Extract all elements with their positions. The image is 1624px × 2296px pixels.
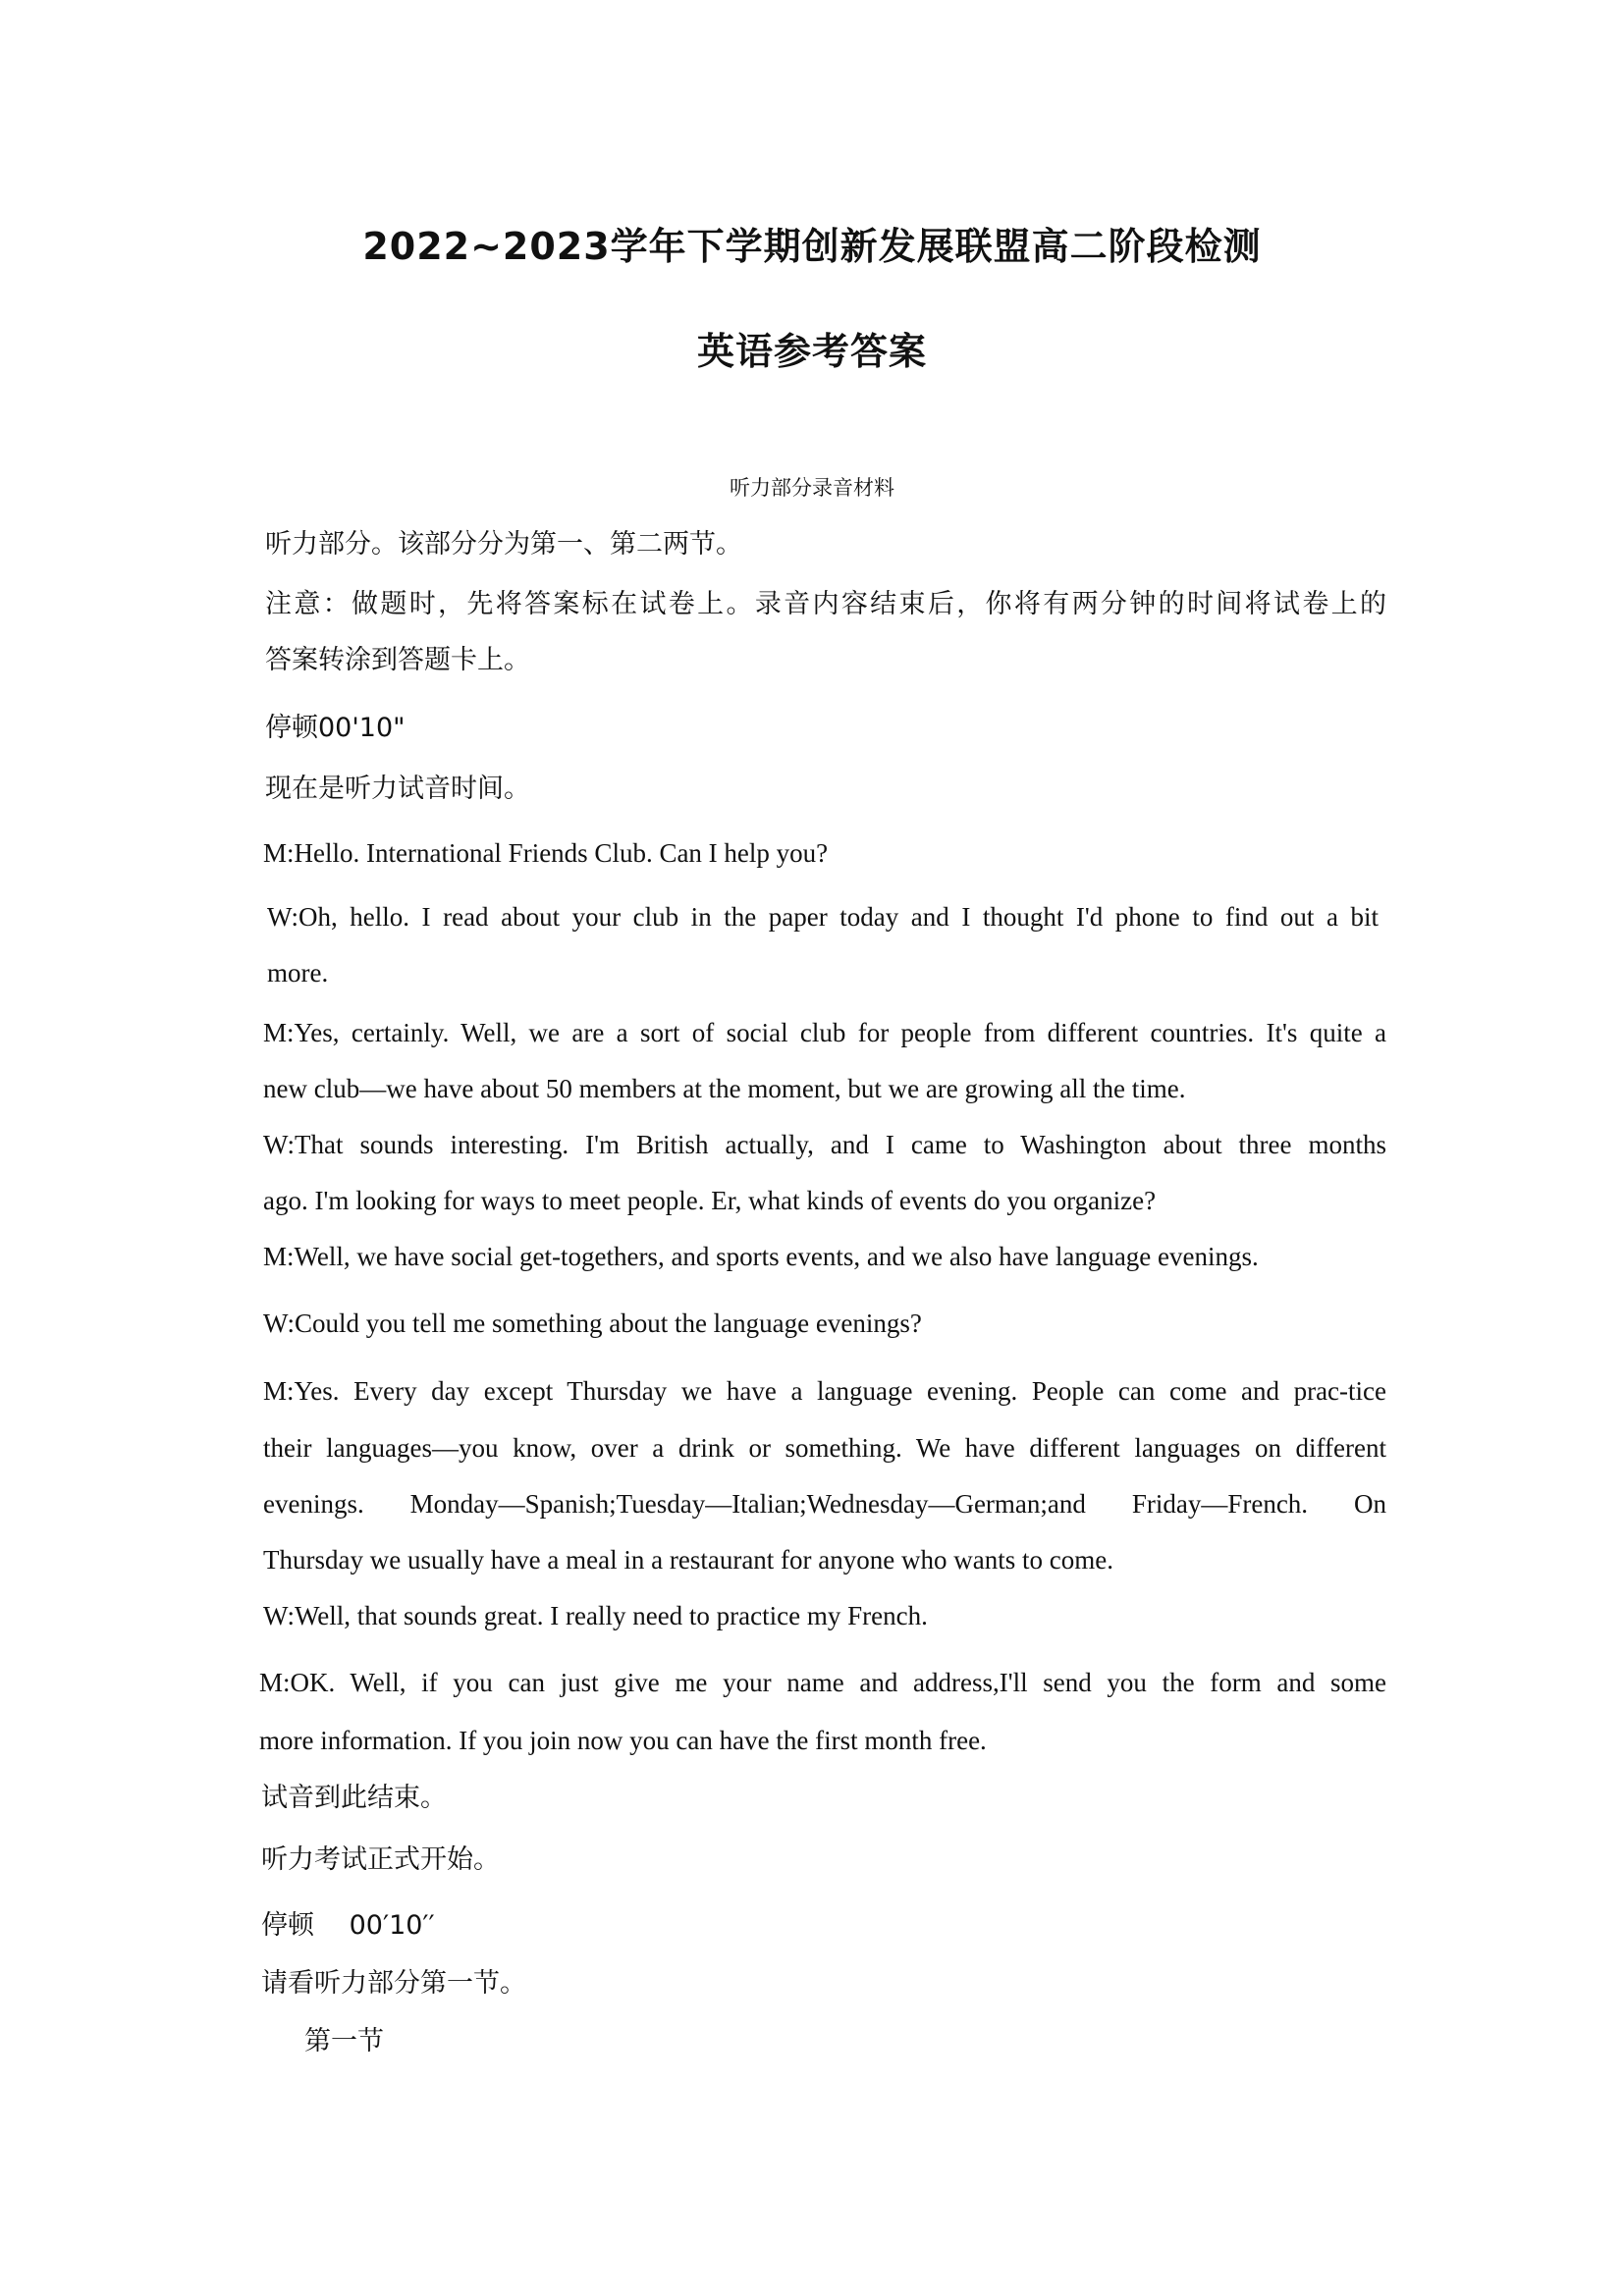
dialogue-line: evenings. Monday—Spanish;Tuesday—Italian;Wednesday—German;and Friday—French. On — [263, 1489, 1386, 1519]
section-heading: 听力部分录音材料 — [730, 476, 894, 500]
text-line: 听力考试正式开始。 — [261, 1844, 500, 1875]
dialogue-line: their languages—you know, over a drink or something. We have different languages on different — [263, 1433, 1386, 1463]
dialogue-line: M:Well, we have social get-togethers, and sports events, and we also have language evenings. — [263, 1242, 1259, 1271]
section-label: 第一节 — [304, 2026, 384, 2056]
document-subtitle: 英语参考答案 — [696, 330, 927, 373]
dialogue-line: more information. If you join now you can have the first month free. — [259, 1726, 987, 1755]
dialogue-line: M:Hello. International Friends Club. Can I help you? — [263, 838, 829, 868]
dialogue-line: new club—we have about 50 members at the moment, but we are growing all the time. — [263, 1074, 1186, 1103]
text-line: 停顿 00′10′′ — [261, 1910, 435, 1941]
text-line: 请看听力部分第一节。 — [261, 1968, 526, 1999]
document-title: 2022~2023学年下学期创新发展联盟高二阶段检测 — [362, 225, 1262, 268]
dialogue-line: W:That sounds interesting. I'm British actually, and I came to Washington about three months — [263, 1130, 1386, 1159]
dialogue-line: W:Oh, hello. I read about your club in the paper today and I thought I'd phone to find out a bit — [267, 902, 1379, 932]
dialogue-line: more. — [267, 958, 329, 988]
dialogue-line: ago. I'm looking for ways to meet people. Er, what kinds of events do you organize? — [263, 1186, 1157, 1215]
dialogue-line: W:Well, that sounds great. I really need to practice my French. — [263, 1601, 928, 1630]
text-line: 注意：做题时，先将答案标在试卷上。录音内容结束后，你将有两分钟的时间将试卷上的 — [265, 589, 1386, 619]
text-line: 现在是听力试音时间。 — [265, 774, 530, 804]
dialogue-line: Thursday we usually have a meal in a restaurant for anyone who wants to come. — [263, 1545, 1113, 1575]
dialogue-line: W:Could you tell me something about the language evenings? — [263, 1308, 922, 1338]
dialogue-line: M:Yes, certainly. Well, we are a sort of social club for people from different countries. It's quite a — [263, 1018, 1386, 1047]
text-line: 答案转涂到答题卡上。 — [265, 645, 530, 675]
text-line: 听力部分。该部分分为第一、第二两节。 — [265, 529, 742, 560]
dialogue-line: M:Yes. Every day except Thursday we have a language evening. People can come and prac-tice — [263, 1376, 1386, 1406]
text-line: 试音到此结束。 — [261, 1783, 447, 1813]
dialogue-line: M:OK. Well, if you can just give me your name and address,I'll send you the form and some — [259, 1668, 1386, 1697]
text-line: 停顿00'10" — [265, 713, 406, 743]
